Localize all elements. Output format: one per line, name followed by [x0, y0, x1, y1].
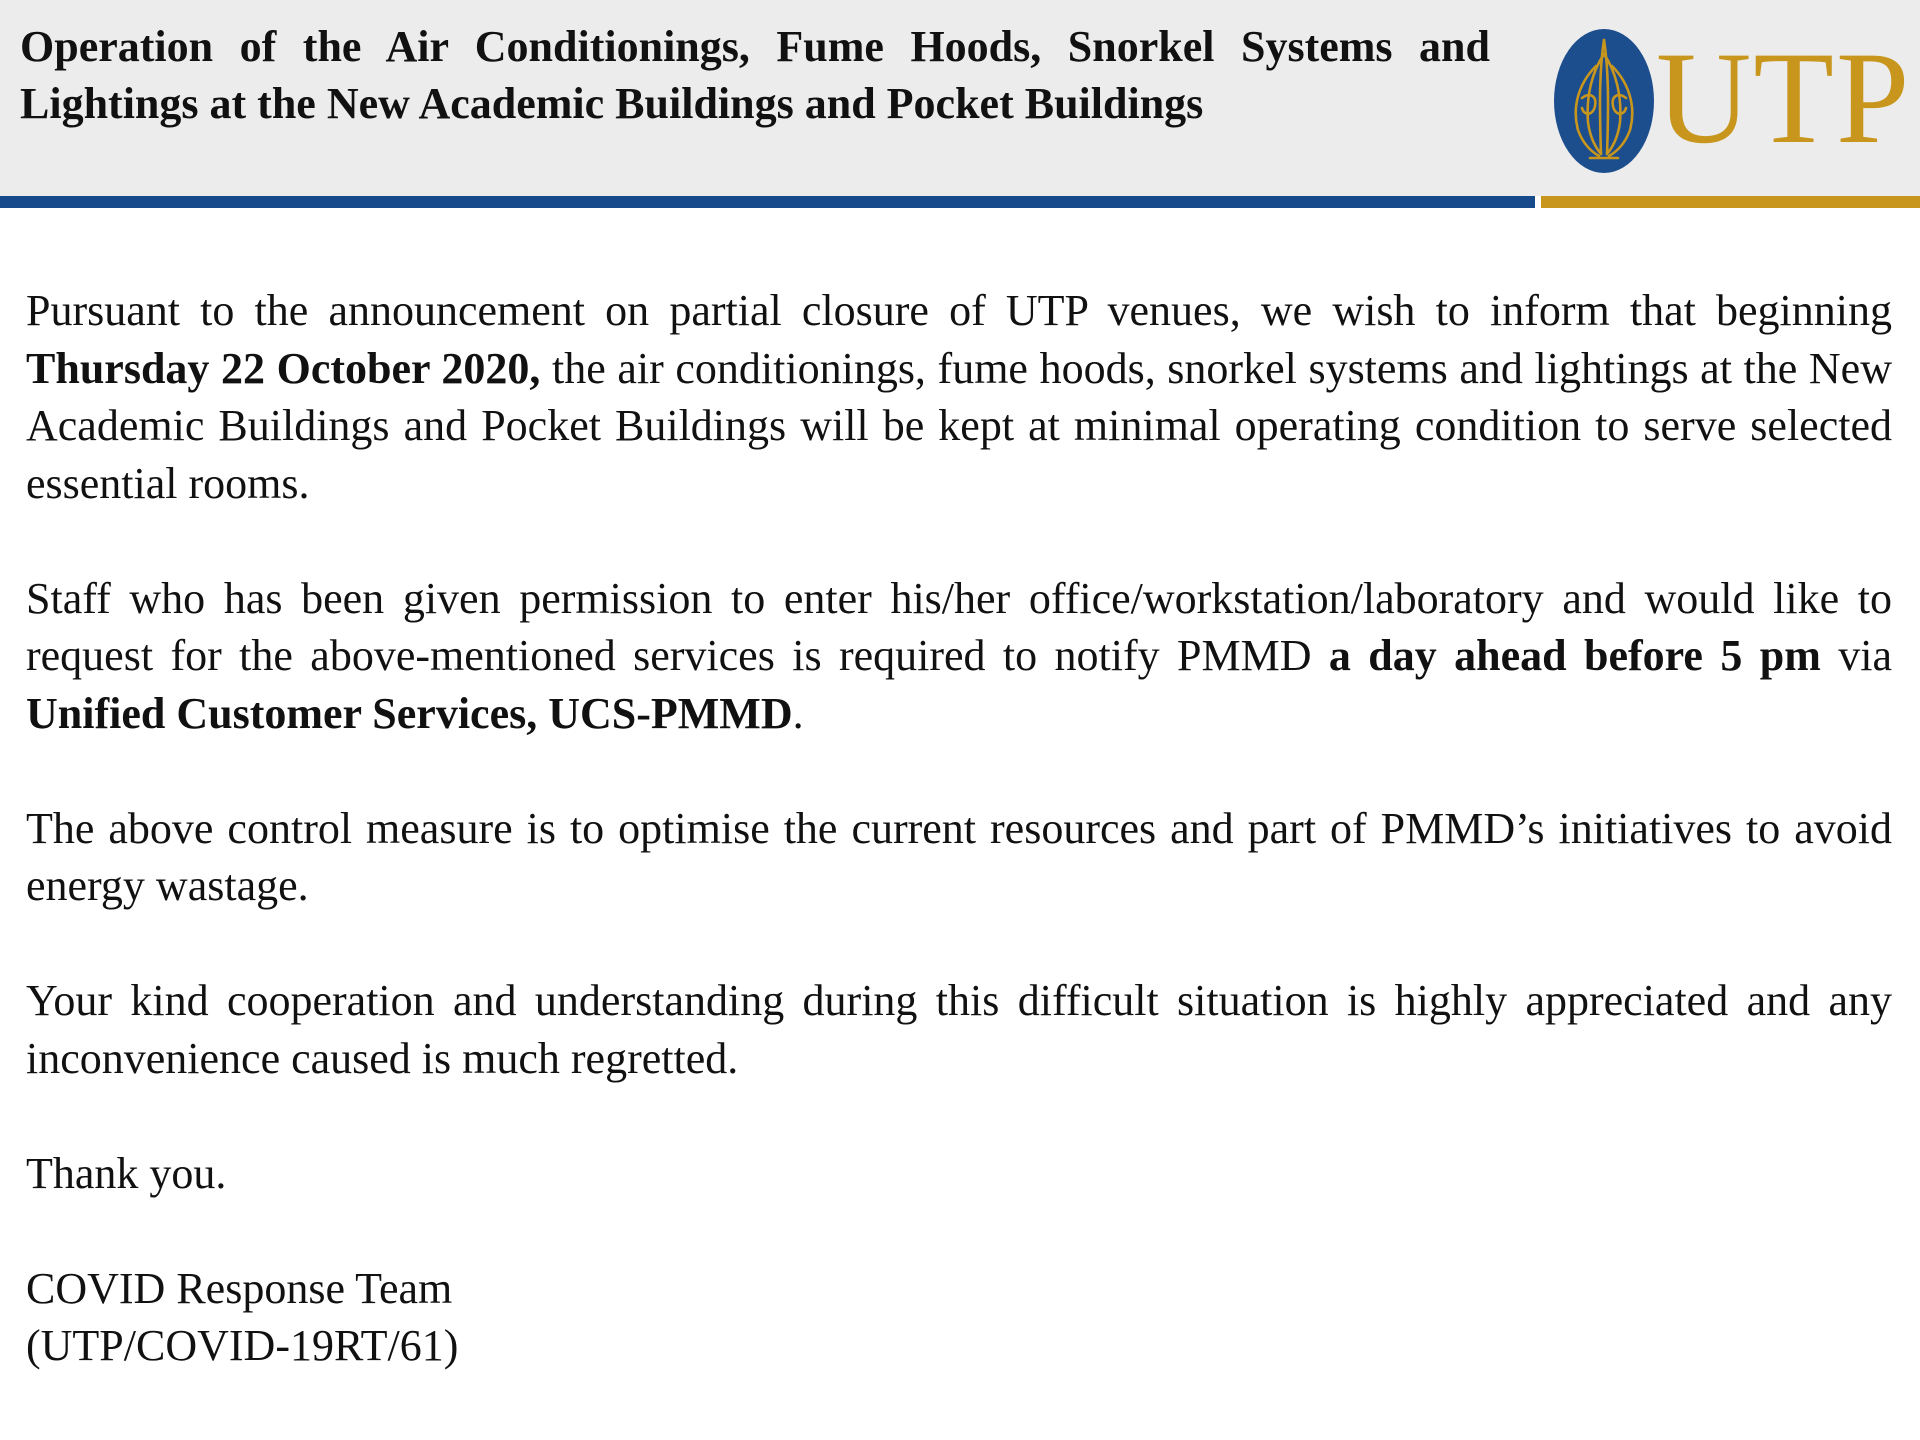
- header-rule-blue: [0, 196, 1535, 208]
- service-channel-emphasis: Unified Customer Services, UCS-PMMD: [26, 688, 793, 738]
- utp-logo: [1552, 24, 1912, 176]
- closing-thanks: Thank you.: [26, 1148, 227, 1198]
- paragraph-apology: Your kind cooperation and understanding during this difficult situation is highly appreciated and any inconvenience caused is much regretted.: [26, 976, 1892, 1083]
- utp-emblem-icon: [1552, 26, 1656, 176]
- header-rule-gold: [1541, 196, 1920, 208]
- paragraph-announcement: [26, 282, 1892, 512]
- text-run: the air conditionings, fume hoods, snorkel systems and lightings at the New Academic Buildings and Pocket Buildings will be kept at minimal operating condition to serve selected essential rooms.: [26, 343, 1892, 508]
- signature-team: COVID Response Team: [26, 1263, 453, 1313]
- text-run: Pursuant to the announcement on partial closure of UTP venues, we wish to inform that beginning: [26, 286, 1892, 335]
- text-run: via: [1820, 631, 1893, 680]
- paragraph-request-procedure: [26, 570, 1892, 743]
- document-title: Operation of the Air Conditionings, Fume Hoods, Snorkel Systems and Lightings at the New Academic Buildings and Pocket Buildings: [20, 22, 1490, 128]
- utp-wordmark: UTP: [1656, 24, 1912, 171]
- text-run: Staff who has been given permission to enter his/her office/workstation/laboratory and would like to request for the above-mentioned services is required to notify PMMD: [26, 573, 1892, 680]
- paragraph-rationale: The above control measure is to optimise the current resources and part of PMMD’s initiatives to avoid energy wastage.: [26, 803, 1892, 910]
- effective-date: Thursday 22 October 2020,: [26, 343, 541, 393]
- text-run: .: [792, 688, 804, 738]
- document-header: [0, 0, 1920, 196]
- signature-reference: (UTP/COVID-19RT/61): [26, 1321, 459, 1370]
- deadline-emphasis: a day ahead before 5 pm: [1328, 631, 1821, 680]
- document-body: [26, 282, 1892, 1375]
